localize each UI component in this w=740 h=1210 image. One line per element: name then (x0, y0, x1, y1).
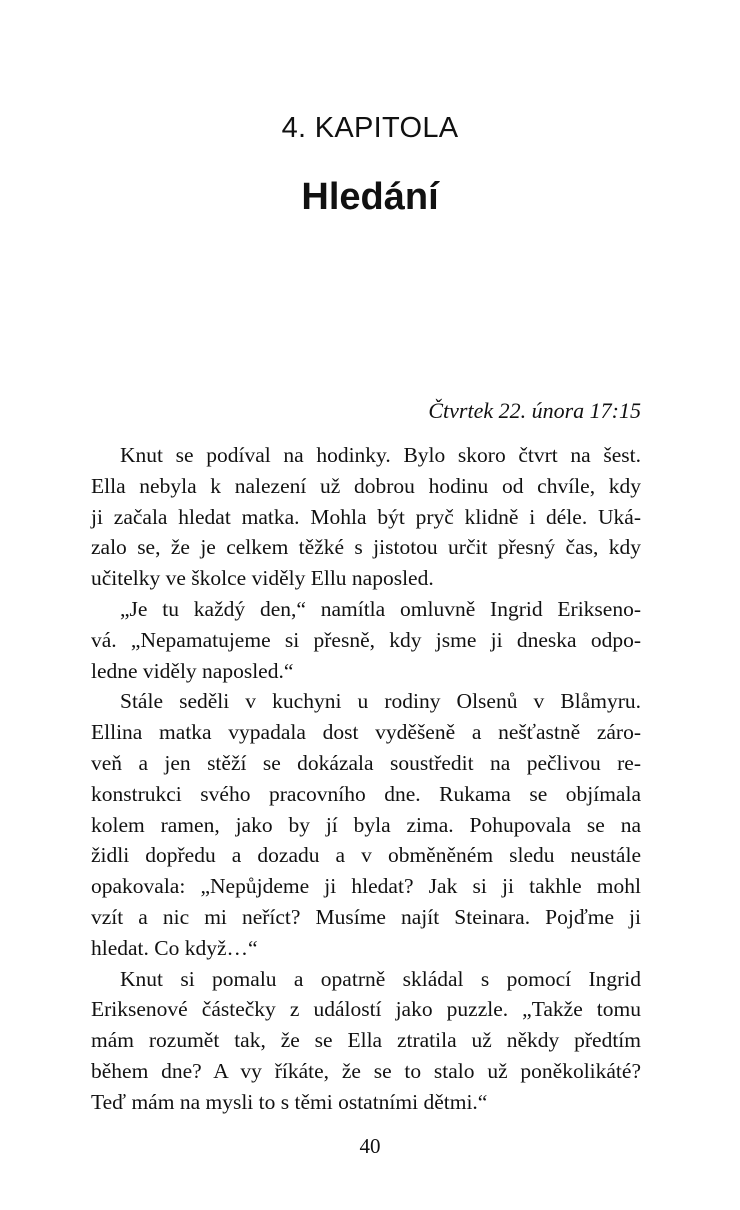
chapter-number: 4. KAPITOLA (281, 112, 459, 144)
text-line: kolem ramen, jako by jí byla zima. Pohupovala se na (91, 812, 641, 837)
text-line: Teď mám na mysli to s těmi ostatními dětmi.“ (91, 1089, 488, 1114)
text-line: Knut si pomalu a opatrně skládal s pomocí Ingrid (120, 966, 641, 991)
text-line: ji začala hledat matka. Mohla být pryč klidně i déle. Uká- (91, 504, 641, 529)
text-line: vá. „Nepamatujeme si přesně, kdy jsme ji dneska odpo- (91, 627, 641, 652)
dateline: Čtvrtek 22. února 17:15 (428, 398, 641, 423)
text-line: zalo se, že je celkem těžké s jistotou určit přesný čas, kdy (91, 535, 641, 560)
text-line: mám rozumět tak, že se Ella ztratila už někdy předtím (91, 1028, 641, 1053)
page-number: 40 (359, 1134, 381, 1158)
text-line: veň a jen stěží se dokázala soustředit na pečlivou re- (91, 750, 641, 775)
text-line: „Je tu každý den,“ namítla omluvně Ingrid Eriksenο- (120, 596, 641, 621)
text-line: hledat. Co když…“ (91, 935, 258, 960)
chapter-title: Hledání (301, 176, 439, 218)
text-line: konstrukci svého pracovního dne. Rukama se objímala (91, 781, 641, 806)
paragraph (91, 440, 641, 594)
paragraph (91, 964, 641, 1118)
text-line: vzít a nic mi neříct? Musíme najít Steinara. Pojďme ji (91, 904, 641, 929)
text-line: opakovala: „Nepůjdeme ji hledat? Jak si ji takhle mohl (91, 874, 641, 899)
text-line: učitelky ve školce viděly Ellu naposled. (91, 566, 434, 591)
paragraph (91, 686, 641, 963)
text-line: Stále seděli v kuchyni u rodiny Olsenů v Blåmyru. (120, 689, 641, 714)
paragraph (91, 594, 641, 686)
text-line: židli dopředu a dozadu a v obměněném sledu neustále (91, 843, 641, 868)
text-line: Ellina matka vypadala dost vyděšeně a nešťastně záro- (91, 720, 641, 745)
body-text (91, 440, 641, 1118)
text-line: ledne viděly naposled.“ (91, 658, 294, 683)
text-line: Knut se podíval na hodinky. Bylo skoro čtvrt na šest. (120, 443, 641, 467)
text-line: během dne? A vy říkáte, že se to stalo už poněkolikáté? (91, 1058, 641, 1083)
text-line: Eriksenové částečky z událostí jako puzzle. „Takže tomu (91, 997, 641, 1022)
text-line: Ella nebyla k nalezení už dobrou hodinu od chvíle, kdy (91, 473, 641, 498)
